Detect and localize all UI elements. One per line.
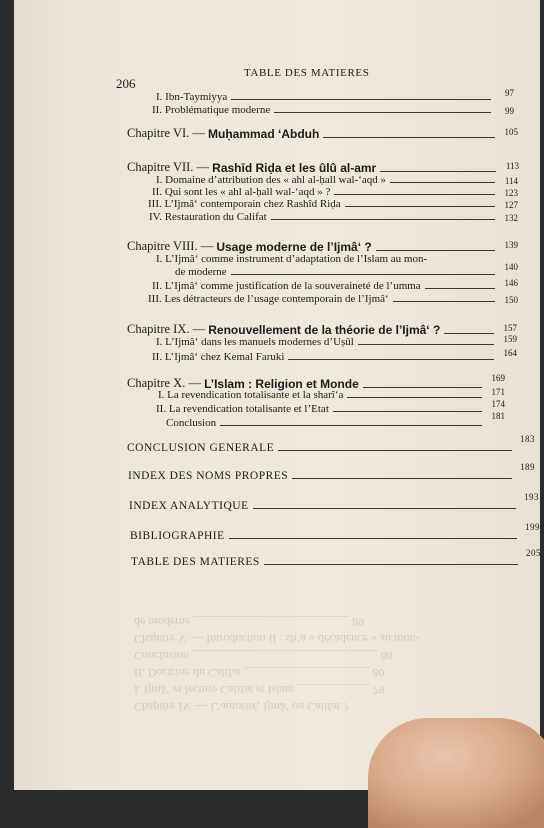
toc-page-number: 113 bbox=[505, 161, 519, 171]
show-through-text: Chapitre IV. — L’autorité, Ijmâ‘ ou Califat ? I. Ijmâ‘ et lecture Califat et Islam ____________ 79 II. Doctrine du Califat _____________________ 80 Conclusion _______________________________ 88 Chapitre V. — Introduction II : sh‘a « décadence » au mon- de moderne __________________________ 89 bbox=[134, 615, 420, 714]
toc-page-number: 193 bbox=[524, 492, 539, 502]
leader-line bbox=[425, 288, 495, 289]
toc-entry bbox=[144, 336, 517, 348]
leader-line bbox=[231, 274, 495, 275]
toc-entry-label: II. La revendication totalisante et l’Etat bbox=[156, 403, 329, 415]
book-page bbox=[14, 0, 540, 790]
toc-chapter-entry bbox=[127, 322, 517, 337]
toc-entry-continuation bbox=[156, 262, 518, 278]
toc-entry bbox=[144, 280, 518, 292]
chapter-title: Rashīd Riḍa et les ûlû al-amr bbox=[212, 161, 377, 175]
page-number: 206 bbox=[116, 76, 136, 91]
leader-line bbox=[220, 425, 482, 426]
toc-entry bbox=[144, 411, 505, 429]
toc-page-number: 183 bbox=[520, 434, 535, 444]
toc-page-number: 199 bbox=[525, 522, 540, 532]
toc-page-number: 132 bbox=[504, 213, 518, 223]
toc-page-number: 105 bbox=[504, 127, 518, 137]
toc-section-entry bbox=[131, 548, 541, 568]
leader-line bbox=[274, 112, 491, 113]
leader-line bbox=[380, 171, 496, 172]
running-title: TABLE DES MATIERES bbox=[244, 67, 370, 79]
toc-page-number: 189 bbox=[520, 462, 535, 472]
chapter-number: Chapitre IX. — bbox=[127, 322, 206, 336]
toc-entry-label: INDEX ANALYTIQUE bbox=[129, 500, 249, 512]
toc-entry bbox=[144, 186, 518, 198]
toc-page-number: 146 bbox=[504, 278, 518, 288]
toc-page-number: 127 bbox=[504, 200, 518, 210]
toc-section-entry bbox=[130, 522, 540, 542]
toc-section-entry bbox=[129, 492, 539, 512]
leader-line bbox=[264, 564, 518, 565]
chapter-title: Muḥammad ‘Abduh bbox=[208, 127, 320, 141]
leader-line bbox=[278, 450, 512, 451]
leader-line bbox=[444, 333, 494, 334]
toc-page-number: 157 bbox=[503, 323, 517, 333]
chapter-number: Chapitre VII. — bbox=[127, 160, 210, 174]
leader-line bbox=[333, 411, 482, 412]
leader-line bbox=[253, 508, 516, 509]
toc-page-number: 114 bbox=[504, 176, 518, 186]
leader-line bbox=[288, 359, 494, 360]
toc-entry-label: II. L’Ijmâ‘ chez Kemal Faruki bbox=[152, 351, 285, 363]
toc-entry bbox=[144, 389, 505, 401]
toc-section-entry bbox=[127, 434, 535, 454]
toc-entry-label: III. L’Ijmâ‘ contemporain chez Rashîd Riḍa bbox=[148, 198, 341, 210]
toc-page-number: 164 bbox=[503, 348, 517, 358]
leader-line bbox=[231, 99, 491, 100]
toc-entry-label: I. L’Ijmâ‘ comme instrument d’adaptation de l’Islam au mon- bbox=[156, 253, 428, 265]
toc-page-number: 159 bbox=[503, 334, 517, 344]
leader-line bbox=[229, 538, 517, 539]
toc-entry-label: Conclusion bbox=[166, 417, 217, 429]
toc-entry bbox=[144, 104, 514, 116]
leader-line bbox=[390, 182, 495, 183]
toc-entry bbox=[144, 348, 517, 363]
toc-entry-label: CONCLUSION GENERALE bbox=[127, 442, 275, 454]
leader-line bbox=[323, 137, 495, 138]
toc-entry-label: II. Qui sont les « ahl al-ḥall wal-‘aqd » ? bbox=[152, 186, 331, 198]
toc-page-number: 139 bbox=[504, 240, 518, 250]
leader-line bbox=[376, 250, 495, 251]
leader-line bbox=[363, 387, 482, 388]
toc-page-number: 99 bbox=[505, 106, 514, 116]
toc-chapter-entry bbox=[127, 126, 518, 141]
toc-page-number: 171 bbox=[491, 387, 505, 397]
toc-page-number: 140 bbox=[504, 262, 518, 272]
leader-line bbox=[347, 397, 482, 398]
leader-line bbox=[393, 301, 495, 302]
toc-page-number: 205 bbox=[526, 548, 541, 558]
toc-entry bbox=[144, 399, 505, 415]
toc-chapter-entry bbox=[127, 239, 518, 254]
toc-entry-label: I. L’Ijmâ‘ dans les manuels modernes d’Uṣûl bbox=[156, 336, 354, 348]
chapter-title: Usage moderne de l’Ijmâ‘ ? bbox=[216, 240, 372, 254]
toc-entry-label: II. L’Ijmâ‘ comme justification de la souveraineté de l’umma bbox=[152, 280, 421, 292]
leader-line bbox=[358, 344, 494, 345]
toc-entry bbox=[144, 198, 518, 210]
toc-section-entry bbox=[128, 462, 535, 482]
chapter-number: Chapitre VIII. — bbox=[127, 239, 214, 253]
toc-entry-label: II. Problématique moderne bbox=[152, 104, 271, 116]
toc-page-number: 181 bbox=[491, 411, 505, 421]
toc-entry-label: III. Les détracteurs de l’usage contemporain de l’Ijmâ‘ bbox=[148, 293, 389, 305]
toc-entry bbox=[144, 293, 518, 305]
toc-page-number: 174 bbox=[491, 399, 505, 409]
toc-page-number: 169 bbox=[491, 373, 505, 383]
chapter-number: Chapitre X. — bbox=[127, 376, 201, 390]
toc-entry bbox=[144, 88, 514, 103]
toc-entry-label: BIBLIOGRAPHIE bbox=[130, 530, 225, 542]
thumb bbox=[368, 718, 544, 828]
chapter-title: L’Islam : Religion et Monde bbox=[204, 377, 359, 391]
leader-line bbox=[334, 194, 495, 195]
toc-entry bbox=[144, 174, 518, 186]
leader-line bbox=[271, 219, 495, 220]
leader-line bbox=[292, 478, 512, 479]
toc-entry-label: I. Ibn-Taymiyya bbox=[156, 91, 228, 103]
toc-entry-label: INDEX DES NOMS PROPRES bbox=[128, 470, 289, 482]
toc-entry bbox=[144, 211, 518, 223]
toc-page-number: 123 bbox=[504, 188, 518, 198]
toc-entry-multiline bbox=[156, 253, 518, 278]
toc-entry-label: I. La revendication totalisante et la sharî‘a bbox=[158, 389, 344, 401]
toc-page-number: 97 bbox=[505, 88, 514, 98]
toc-entry-label: IV. Restauration du Califat bbox=[149, 211, 267, 223]
toc-entry-label: TABLE DES MATIERES bbox=[131, 556, 260, 568]
chapter-title: Renouvellement de la théorie de l’Ijmâ‘ ? bbox=[208, 323, 441, 337]
chapter-number: Chapitre VI. — bbox=[127, 126, 205, 140]
leader-line bbox=[345, 206, 495, 207]
toc-entry-label: I. Domaine d’attribution des « ahl al-ḥall wal-‘aqd » bbox=[156, 174, 387, 186]
toc-entry-label-cont: de moderne bbox=[175, 266, 227, 278]
toc-page-number: 150 bbox=[504, 295, 518, 305]
toc-chapter-entry bbox=[127, 160, 519, 175]
